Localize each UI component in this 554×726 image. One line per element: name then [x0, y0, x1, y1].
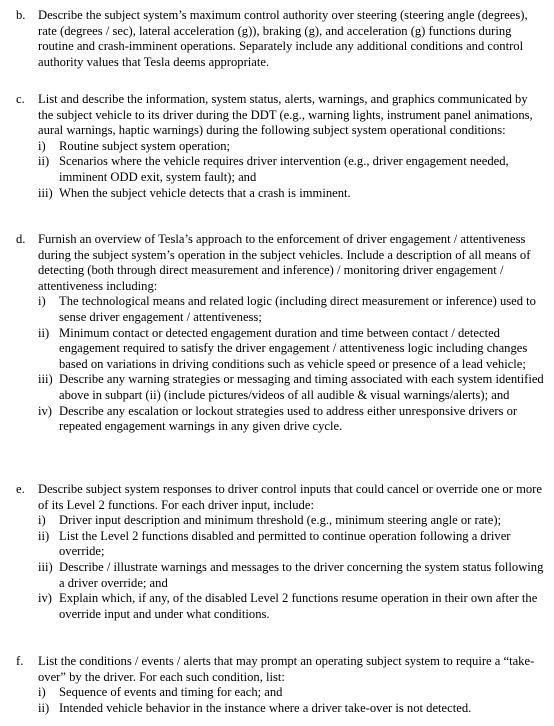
section-body: [38, 92, 546, 201]
list-item-text: Explain which, if any, of the disabled Level 2 functions resume operation in their own after the override input and under what conditions.: [59, 591, 538, 621]
section-letter: b.: [16, 8, 26, 22]
list-item-text: When the subject vehicle detects that a crash is imminent.: [59, 185, 351, 200]
section-letter: d.: [16, 232, 26, 246]
list-item-text: Minimum contact or detected engagement duration and time between contact / detected engagement required to satisfy the driver engagement / attentiveness logic including changes based on variations in driving conditions such as vehicle speed or presence of a lead vehicle;: [59, 325, 528, 371]
list-item-text: Describe any escalation or lockout strategies used to address either unresponsive drivers or repeated engagement warnings in any given drive cycle.: [59, 403, 518, 434]
section-letter: c.: [16, 92, 25, 106]
list-item-text: List the Level 2 functions disabled and permitted to continue operation following a driver override;: [59, 528, 511, 559]
section-intro: List the conditions / events / alerts that may prompt an operating subject system to require a “take-over” by the driver. For each such condition, list:: [38, 654, 535, 684]
section-intro: Describe the subject system’s maximum control authority over steering (steering angle (degrees), rate (degrees / sec), lateral acceleration (g)), braking (g), and acceleration (g) functions during routine and crash-imminent operations. Separately include any additional conditions and control authority values that Tesla deems appropriate.: [38, 8, 528, 69]
list-item: [38, 372, 547, 403]
list-item-number: i): [38, 138, 46, 153]
list-item-text: Sequence of events and timing for each; and: [59, 685, 283, 700]
list-item: [38, 513, 547, 529]
section-intro: List and describe the information, system status, alerts, warnings, and graphics communicated by the subject vehicle to its driver during the DDT (e.g., warning lights, instrument panel animations, aural warnings, haptic warnings) during the following subject system operational conditions:: [38, 92, 533, 138]
list-item: [38, 529, 547, 560]
list-item-number: ii): [38, 154, 50, 169]
list-item-text: Intended vehicle behavior in the instance where a driver take-over is not detected.: [59, 700, 472, 715]
list-item-number: iii): [38, 185, 53, 200]
list-item: [38, 560, 547, 591]
section-intro: Describe subject system responses to driver control inputs that could cancel or override one or more of its Level 2 functions. For each driver input, include:: [38, 482, 542, 512]
list-item-number: i): [38, 685, 46, 700]
list-item-text: Describe / illustrate warnings and messages to the driver concerning the system status following a driver override; and: [59, 559, 544, 590]
list-item-number: iv): [38, 403, 52, 418]
section-letter: e.: [16, 482, 25, 496]
list-item-number: iii): [38, 372, 53, 387]
section-body: [38, 8, 546, 70]
section-letter: f.: [16, 654, 24, 668]
list-item: [38, 139, 547, 155]
list-item: [38, 685, 547, 701]
list-item-number: iii): [38, 559, 53, 574]
list-item-number: ii): [38, 325, 50, 340]
section-body: [38, 654, 546, 716]
section-body: [38, 482, 546, 622]
section-body: [38, 232, 546, 435]
list-item-number: i): [38, 513, 46, 528]
list-item-text: Driver input description and minimum threshold (e.g., minimum steering angle or rate);: [59, 513, 502, 528]
section-intro: Furnish an overview of Tesla’s approach to the enforcement of driver engagement / attentiveness during the subject system’s operation in the subject vehicles. Include a description of all means of detecting (both through direct measurement and inference) / monitoring driver engagement / attentiveness including:: [38, 232, 531, 293]
list-item-text: The technological means and related logic (including direct measurement or inference) used to sense driver engagement / attentiveness;: [59, 294, 536, 324]
list-item-number: i): [38, 294, 46, 309]
list-item-number: iv): [38, 591, 52, 606]
list-item: [38, 186, 547, 202]
list-item: [38, 701, 547, 717]
list-item: [38, 591, 547, 622]
list-item-text: Describe any warning strategies or messaging and timing associated with each system identified above in subpart (ii) (include pictures/videos of all audible & visual warnings/alerts); and: [59, 372, 544, 402]
list-item: [38, 294, 547, 325]
list-item-number: ii): [38, 700, 50, 715]
list-item: [38, 326, 547, 373]
list-item: [38, 154, 547, 185]
list-item: [38, 404, 547, 435]
list-item-number: ii): [38, 528, 50, 543]
list-item-text: Routine subject system operation;: [59, 138, 231, 153]
list-item-text: Scenarios where the vehicle requires driver intervention (e.g., driver engagement needed, imminent ODD exit, system fault); and: [59, 154, 509, 184]
